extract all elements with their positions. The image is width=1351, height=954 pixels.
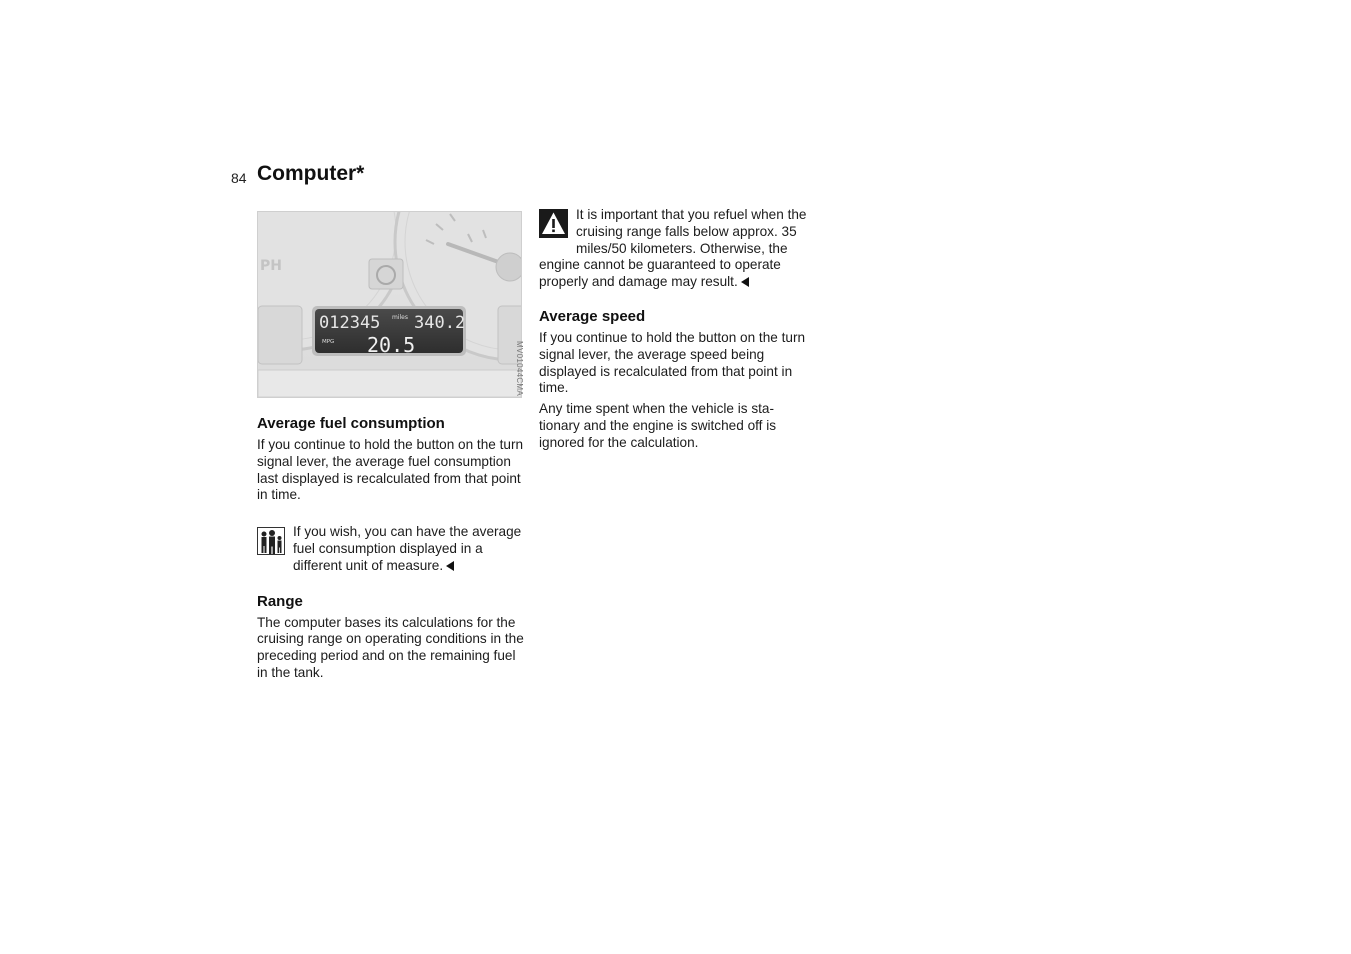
- left-column: [257, 211, 527, 686]
- end-of-section-icon: [741, 277, 749, 287]
- heading-range: Range: [257, 592, 303, 610]
- instrument-cluster-figure: [257, 211, 522, 398]
- instrument-cluster-image: [258, 212, 521, 397]
- family-tip-icon: [257, 527, 285, 560]
- tip-text: If you wish, you can have the average fuel consumption displayed in a different unit of measure.: [293, 524, 522, 573]
- warning-note: [539, 207, 807, 291]
- lcd-consumption: 20.5: [367, 333, 416, 357]
- page-title: Computer*: [257, 162, 365, 185]
- lcd-unit-mpg: MPG: [322, 339, 335, 345]
- warning-text: It is important that you refuel when the cruising range falls below approx. 35 miles/50 kilometers. Otherwise, the engine cannot be guaranteed to operate properly and damage may result.: [539, 207, 807, 290]
- lcd-range: 340.2: [414, 313, 466, 333]
- range-text: The computer bases its calculations for the cruising range on operating conditions in the preceding period and on the remaining fuel in the tank.: [257, 614, 524, 680]
- lcd-unit-miles: miles: [392, 314, 408, 321]
- tip-note: [257, 524, 527, 574]
- figure-code: MV01044CMA: [515, 340, 525, 396]
- lcd-odometer: 012345: [319, 313, 381, 333]
- speedo-label: PH: [260, 258, 282, 274]
- right-column: [539, 207, 807, 456]
- heading-average-speed: Average speed: [539, 307, 646, 325]
- end-of-section-icon: [446, 561, 454, 571]
- average-fuel-consumption-text: If you continue to hold the button on the turn signal lever, the average fuel consumption last displayed is recalculated from that point in time.: [257, 437, 524, 503]
- warning-triangle-icon: [539, 209, 568, 243]
- page-number: 84: [231, 170, 247, 186]
- average-speed-text-1: If you continue to hold the button on the turn signal lever, the average speed being displayed is recalculated from that point in time.: [539, 329, 806, 396]
- heading-average-fuel-consumption: Average fuel consumption: [257, 415, 445, 432]
- average-speed-text-2: Any time spent when the vehicle is stationary and the engine is switched off is ignored for the calculation.: [539, 401, 777, 450]
